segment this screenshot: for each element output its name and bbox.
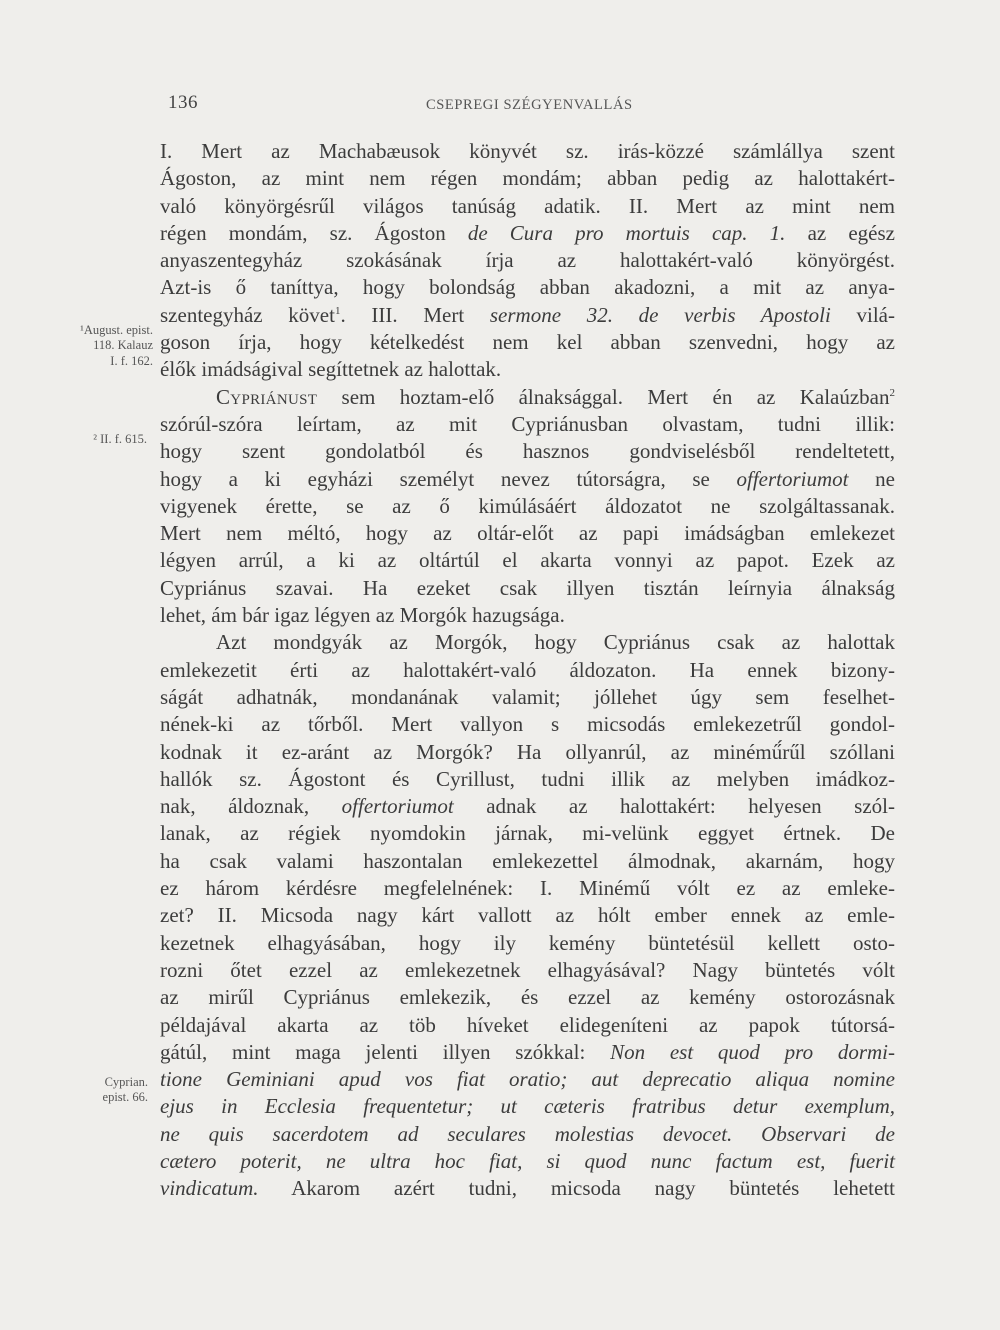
text-line: ejus in Ecclesia frequentetur; ut cæteris fratribus detur exemplum, <box>160 1094 895 1119</box>
page-header <box>168 92 888 118</box>
text-line: szórúl-szóra leírtam, az mit Cypriánusban olvastam, tudni illik: <box>160 411 895 436</box>
footnote-mark: 2 <box>889 386 895 399</box>
text-line: Mert nem méltó, hogy az oltár-előt az papi imádságban emlekezet <box>160 521 895 546</box>
text-line: Cypriánust sem hoztam-elő álnaksággal. Mert én az Kalaúzban$^2$ <box>216 384 895 409</box>
text-line: lehet, ám bár igaz légyen az Morgók hazugsága. <box>160 603 565 628</box>
text-line: Ágoston, az mint nem régen mondám; abban pedig az halottakért- <box>160 166 895 191</box>
footnote-mark: 1 <box>334 304 341 317</box>
margin-note-cyprian-1: Cyprian. <box>104 1075 148 1089</box>
text-line: ságát adhatnák, mondanának valamit; jóllehet úgy sem feselhet- <box>160 684 895 709</box>
text-line: kezetnek elhagyásában, hogy ily kemény büntetésül kellett osto- <box>160 930 895 955</box>
text-line: cætero poterit, ne ultra hoc fiat, si quod nunc factum est, fuerit <box>160 1148 895 1173</box>
text-line: Azt-is ő taníttya, hogy bolondság abban akadozni, a mit az anya- <box>160 275 895 300</box>
text-line: goson írja, hogy kételkedést nem kel abban szenvedni, hogy az <box>160 330 895 355</box>
margin-note-augustine-1: ¹August. epist. <box>80 323 153 337</box>
page-number: 136 <box>168 92 198 113</box>
text-line: emlekezetit érti az halottakért-való áldozaton. Ha ennek bizony- <box>160 657 895 682</box>
margin-note-augustine-3: I. f. 162. <box>110 354 153 368</box>
text-line: példajával akarta az töb híveket elidegeníteni az papok tútorsá- <box>160 1012 895 1037</box>
text-line: ne quis sacerdotem ad seculares molestias devocet. Observari de <box>160 1121 895 1146</box>
text-line: Azt mondgyák az Morgók, hogy Cypriánus csak az halottak <box>216 630 895 655</box>
text-line: ez három kérdésre megfelelnének: I. Minémű vólt ez az emleke- <box>160 876 895 901</box>
text-line: vindicatum. Akarom azért tudni, micsoda nagy büntetés lehetett <box>160 1176 895 1201</box>
text-line: az mirűl Cypriánus emlekezik, és ezzel az kemény ostorozásnak <box>160 985 895 1010</box>
margin-note-kalauz: ² II. f. 615. <box>93 432 147 446</box>
text-line: tione Geminiani apud vos fiat oratio; aut deprecatio aliqua nomine <box>160 1067 895 1092</box>
text-line: kodnak it ez-aránt az Morgók? Ha ollyanrúl, az minémű́rűl szóllani <box>160 739 895 764</box>
text-line: rozni őtet ezzel az emlekezetnek elhagyásával? Nagy büntetés vólt <box>160 957 895 982</box>
text-line: I. Mert az Machabæusok könyvét sz. irás-közzé számlállya szent <box>160 139 895 163</box>
text-line: anyaszentegyház szokásának írja az halottakért-való könyörgést. <box>160 248 895 273</box>
text-line: szentegyház követ$^1$. III. Mert sermone 32. de verbis Apostoli vilá- <box>160 302 895 327</box>
text-line: lanak, az régiek nyomdokin járnak, mi-velünk eggyet értnek. De <box>160 821 895 846</box>
text-line: zet? II. Micsoda nagy kárt vallott az hólt ember ennek az emle- <box>160 903 895 928</box>
text-line: gátúl, mint maga jelenti illyen szókkal: Non est quod pro dormi- <box>160 1039 895 1064</box>
margin-note-augustine-2: 118. Kalauz <box>93 338 153 352</box>
text-line: nak, áldoznak, offertoriumot adnak az halottakért: helyesen szól- <box>160 794 896 819</box>
text-line: légyen arrúl, a ki az oltártúl el akarta vonnyi az papot. Ezek az <box>160 548 895 573</box>
text-line: nének-ki az tőrből. Mert vallyon s micsodás emlekezetrűl gondol- <box>160 712 895 737</box>
text-line: hogy szent gondolatból és hasznos gondviselésből rendeltetett, <box>160 439 895 464</box>
text-line: hallók sz. Ágostont és Cyrillust, tudni illik az melyben imádkoz- <box>160 766 895 791</box>
text-line: élők imádságival segíttetnek az halottak. <box>160 357 502 382</box>
text-line: való könyörgésrűl világos tanúság adatik. II. Mert az mint nem <box>160 193 895 218</box>
text-line: régen mondám, sz. Ágoston de Cura pro mortuis cap. 1. az egész <box>160 220 895 245</box>
text-line: Cypriánus szavai. Ha ezeket csak illyen tisztán leírnyia álnakság <box>160 575 895 600</box>
text-line: ha csak valami haszontalan emlekezettel álmodnak, akarnám, hogy <box>160 848 895 873</box>
text-line: vigyenek érette, se az ő kimúlásáért áldozatot ne szolgáltassanak. <box>160 493 895 518</box>
margin-note-cyprian-2: epist. 66. <box>102 1090 148 1104</box>
running-title: CSEPREGI SZÉGYENVALLÁS <box>426 97 633 113</box>
text-line: hogy a ki egyházi személyt nevez tútorságra, se offertoriumot ne <box>160 466 896 491</box>
body-text <box>160 138 895 1203</box>
